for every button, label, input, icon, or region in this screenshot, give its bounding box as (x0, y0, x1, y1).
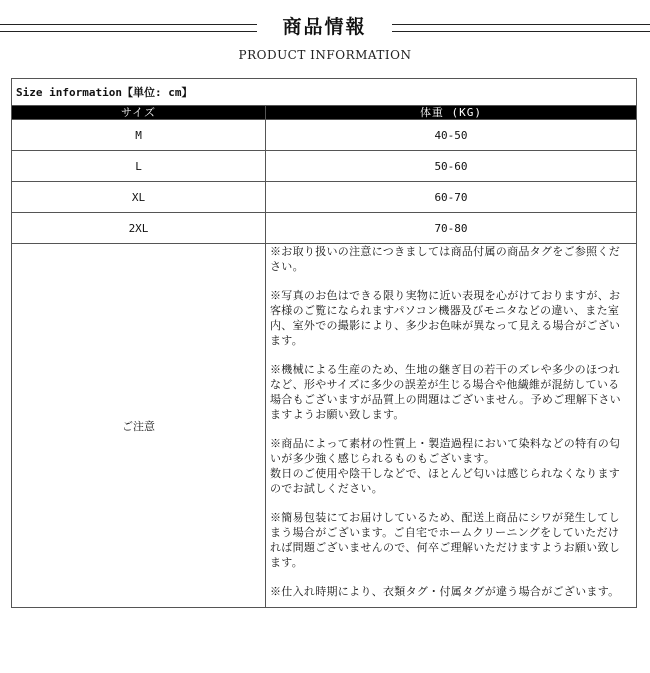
section-header (0, 12, 650, 42)
weight-cell: 50-60 (266, 151, 637, 182)
header-rule-right (392, 24, 650, 32)
notice-label: ご注意 (12, 244, 266, 608)
table-header-row (12, 106, 637, 120)
size-info-title: Size information【単位: cm】 (12, 79, 637, 106)
table-row (12, 151, 637, 182)
page-subtitle: PRODUCT INFORMATION (238, 48, 412, 62)
size-cell: 2XL (12, 213, 266, 244)
header-rule-left (0, 24, 257, 32)
notice-paragraph: ※機械による生産のため、生地の継ぎ目の若干のズレや多少のほつれなど、形やサイズに多少の誤差が生じる場合や他繊維が混紡している場合もございますが品質上の問題はございません。予めご理解下さいますようお願い致します。 (270, 363, 621, 421)
column-header-size: サイズ (12, 106, 266, 120)
notice-text (266, 244, 637, 608)
table-row (12, 213, 637, 244)
notice-paragraph: ※簡易包装にてお届けしているため、配送上商品にシワが発生してしまう場合がございます。ご自宅でホームクリーニングをしていただければ問題ございませんので、何卒ご理解いただけますようお願い致します。 (270, 511, 621, 569)
column-header-weight: 体重 (KG) (266, 106, 637, 120)
notice-paragraph: ※仕入れ時期により、衣類タグ・付属タグが違う場合がございます。 (270, 585, 620, 598)
page-title: 商品情報 (282, 16, 367, 38)
weight-cell: 70-80 (266, 213, 637, 244)
notice-row (12, 244, 637, 608)
table-row (12, 120, 637, 151)
size-cell: XL (12, 182, 266, 213)
size-cell: M (12, 120, 266, 151)
notice-paragraph: ※お取り扱いの注意につきましては商品付属の商品タグをご参照ください。 (270, 245, 621, 273)
product-info-table (11, 78, 637, 608)
table-row (12, 182, 637, 213)
weight-cell: 60-70 (266, 182, 637, 213)
notice-paragraph: ※写真のお色はできる限り実物に近い表現を心がけておりますが、お客様のご覧になられますパソコン機器及びモニタなどの違い、また室内、室外での撮影により、多少お色味が異なって見える場合がございます。 (270, 289, 621, 347)
notice-paragraph: ※商品によって素材の性質上・製造過程において染料などの特有の匂いが多少強く感じられるものもございます。 数日のご使用や陰干しなどで、ほとんど匂いは感じられなくなりますのでお試しください。 (270, 437, 621, 495)
size-cell: L (12, 151, 266, 182)
weight-cell: 40-50 (266, 120, 637, 151)
